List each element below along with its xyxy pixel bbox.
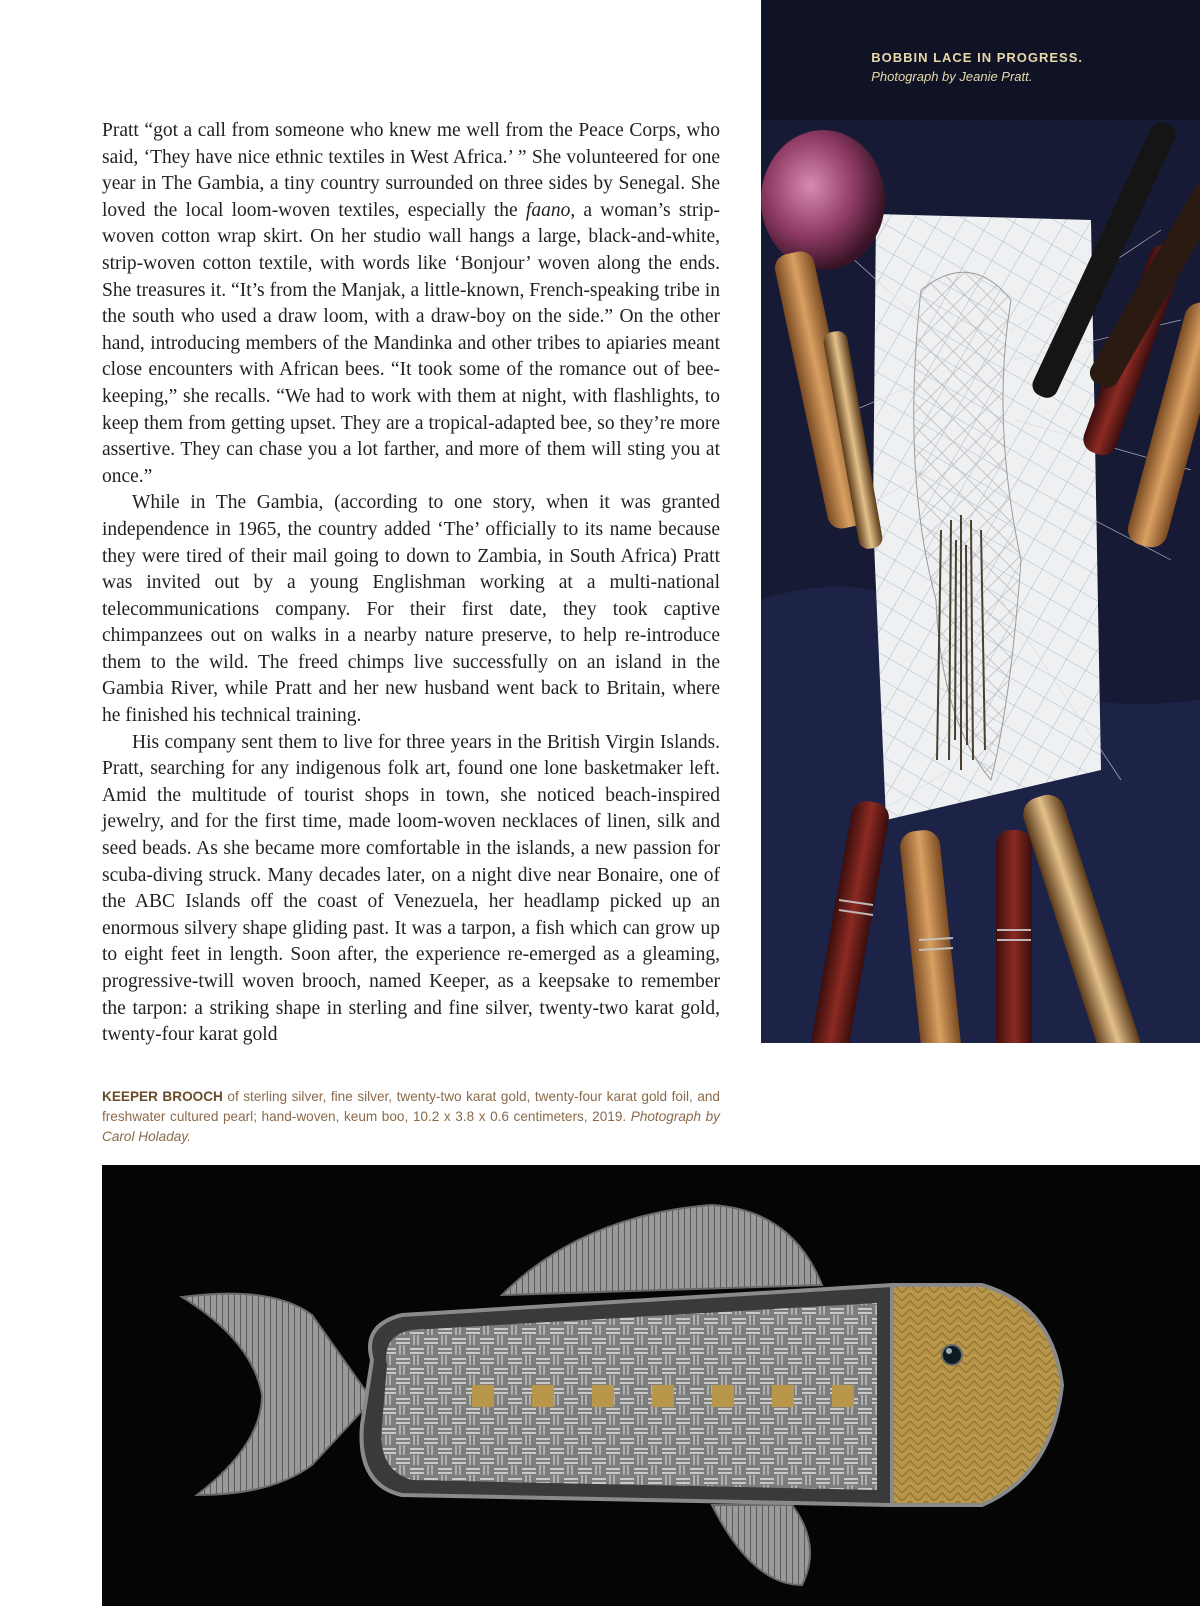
fish-brooch-illustration (102, 1165, 1200, 1606)
brooch-caption-body: of sterling silver, fine silver, twenty-two karat gold, twenty-four karat gold foil, and freshwater cultured pearl; hand-woven, keum boo, 10.2 x 3.8 x 0.6 centimeters, 2019. (102, 1089, 720, 1124)
bobbin-lace-illustration (761, 0, 1200, 1043)
article-paragraph: His company sent them to live for three years in the British Virgin Islands. Pratt, searching for any indigenous folk art, found one lone basketmaker left. Amid the multitude of tourist shops in town, she noticed beach-inspired jewelry, and for the first time, made loom-woven necklaces of linen, silk and seed beads. As she became more comfortable in the islands, a new passion for scuba-diving struck. Many decades later, on a night dive near Bonaire, one of the ABC Islands off the coast of Venezuela, her headlamp picked up an enormous silvery shape gliding past. It was a tarpon, a fish which can grow up to eight feet in length. Soon after, the experience re-emerged as a gleaming, progressive-twill woven brooch, named Keeper, as a keepsake to remember the tarpon: a striking shape in sterling and fine silver, twenty-two karat gold, twenty-four karat gold (102, 731, 720, 1046)
emphasis-word: faano (525, 199, 571, 221)
brooch-caption-title: KEEPER BROOCH (102, 1089, 223, 1104)
bobbin-lace-photo (761, 0, 1200, 1043)
article-body (102, 118, 720, 1049)
brooch-caption-credit: Photograph by Carol Holaday. (102, 1109, 720, 1144)
lace-caption-credit: Photograph by Jeanie Pratt. (871, 69, 1033, 84)
brooch-photo-caption (102, 1087, 720, 1147)
article-paragraph: While in The Gambia, (according to one story, when it was granted independence in 1965, the country added ‘The’ officially to its name because they were tired of their mail going to down to Zambia, in South Africa) Pratt was invited out by a young Englishman working at a multi-national telecommunications company. For their first date, they took captive chimpanzees out on walks in a nearby nature preserve, to help re-introduce them to the wild. The freed chimps live successfully on an island in the Gambia River, while Pratt and her new husband went back to Britain, where he finished his technical training. (102, 492, 720, 727)
lace-photo-caption (871, 48, 1083, 86)
paragraph-text: Pratt “got a call from someone who knew me well from the Peace Corps, who said, ‘They have nice ethnic textiles in West Africa.’ ” She volunteered for one year in The Gambia, a tiny country surrounded on three sides by Senegal. She loved the local loom-woven textiles, especially the (102, 120, 720, 221)
paragraph-text: , a woman’s strip-woven cotton wrap skirt. On her studio wall hangs a large, black-and-white, strip-woven cotton textile, with words like ‘Bonjour’ woven along the ends. She treasures it. “It’s from the Manjak, a little-known, French-speaking tribe in the south who used a draw loom, with a draw-boy on the side.” On the other hand, introducing members of the Mandinka and other tribes to apiaries meant close encounters with African bees. “It took some of the romance out of bee-keeping,” she recalls. “We had to work with them at night, with flashlights, to keep them from getting upset. They are a tropical-adapted bee, so they’re more assertive. They can chase you a lot farther, and more of them will sting you at once.” (102, 199, 720, 487)
lace-caption-title: BOBBIN LACE IN PROGRESS. (871, 50, 1083, 65)
article-paragraph (102, 118, 720, 490)
keeper-brooch-photo (102, 1165, 1200, 1606)
